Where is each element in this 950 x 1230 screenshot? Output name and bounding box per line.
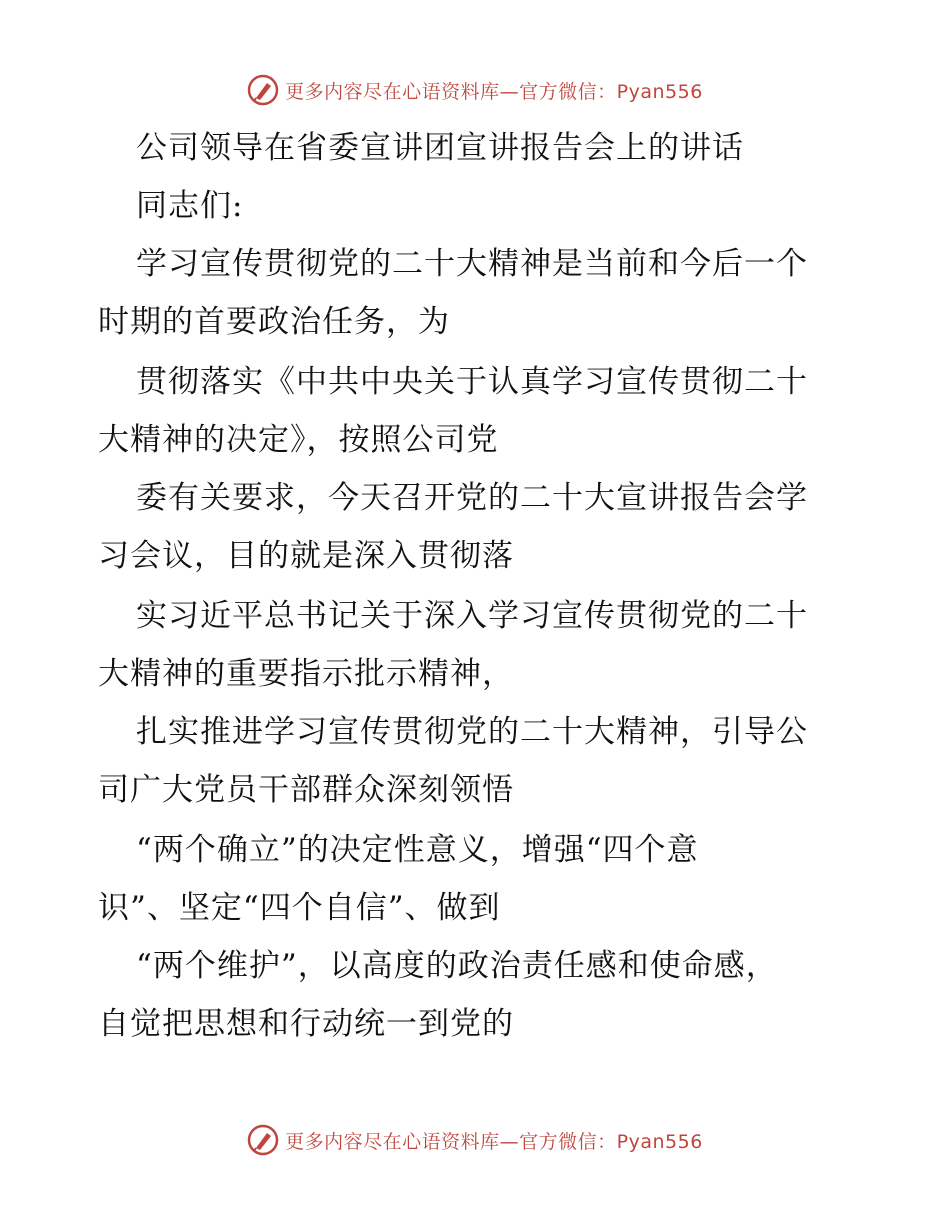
footer-banner [0,1118,950,1162]
paragraph-line: 大精神的重要指示批示精神， [98,656,514,692]
paragraph-line: “两个维护”，以高度的政治责任感和使命感， [136,948,778,984]
paragraph-line: 委有关要求，今天召开党的二十大宣讲报告会学 [136,480,808,516]
paragraph-line: 贯彻落实《中共中央关于认真学习宣传贯彻二十 [136,364,808,400]
paragraph-line: 学习宣传贯彻党的二十大精神是当前和今后一个 [136,246,808,282]
footer-banner-text: 更多内容尽在心语资料库—官方微信：Pyan556 [285,1130,703,1153]
paragraph-line: 大精神的决定》，按照公司党 [98,422,499,458]
document-title: 公司领导在省委宣讲团宣讲报告会上的讲话 [136,130,744,166]
paragraph-line: 实习近平总书记关于深入学习宣传贯彻党的二十 [136,598,808,634]
paragraph-line: “两个确立”的决定性意义，增强“四个意 [136,832,699,868]
paragraph-line: 时期的首要政治任务，为 [98,304,450,340]
quill-pen-logo-icon [247,1124,279,1156]
salutation: 同志们: [136,188,244,224]
paragraph-line: 司广大党员干部群众深刻领悟 [98,772,514,808]
paragraph-line: 扎实推进学习宣传贯彻党的二十大精神，引导公 [136,714,808,750]
header-banner-text: 更多内容尽在心语资料库—官方微信：Pyan556 [285,80,703,103]
paragraph-line: 习会议，目的就是深入贯彻落 [98,538,514,574]
paragraph-line: 识”、坚定“四个自信”、做到 [98,890,501,926]
paragraph-line: 自觉把思想和行动统一到党的 [98,1006,514,1042]
